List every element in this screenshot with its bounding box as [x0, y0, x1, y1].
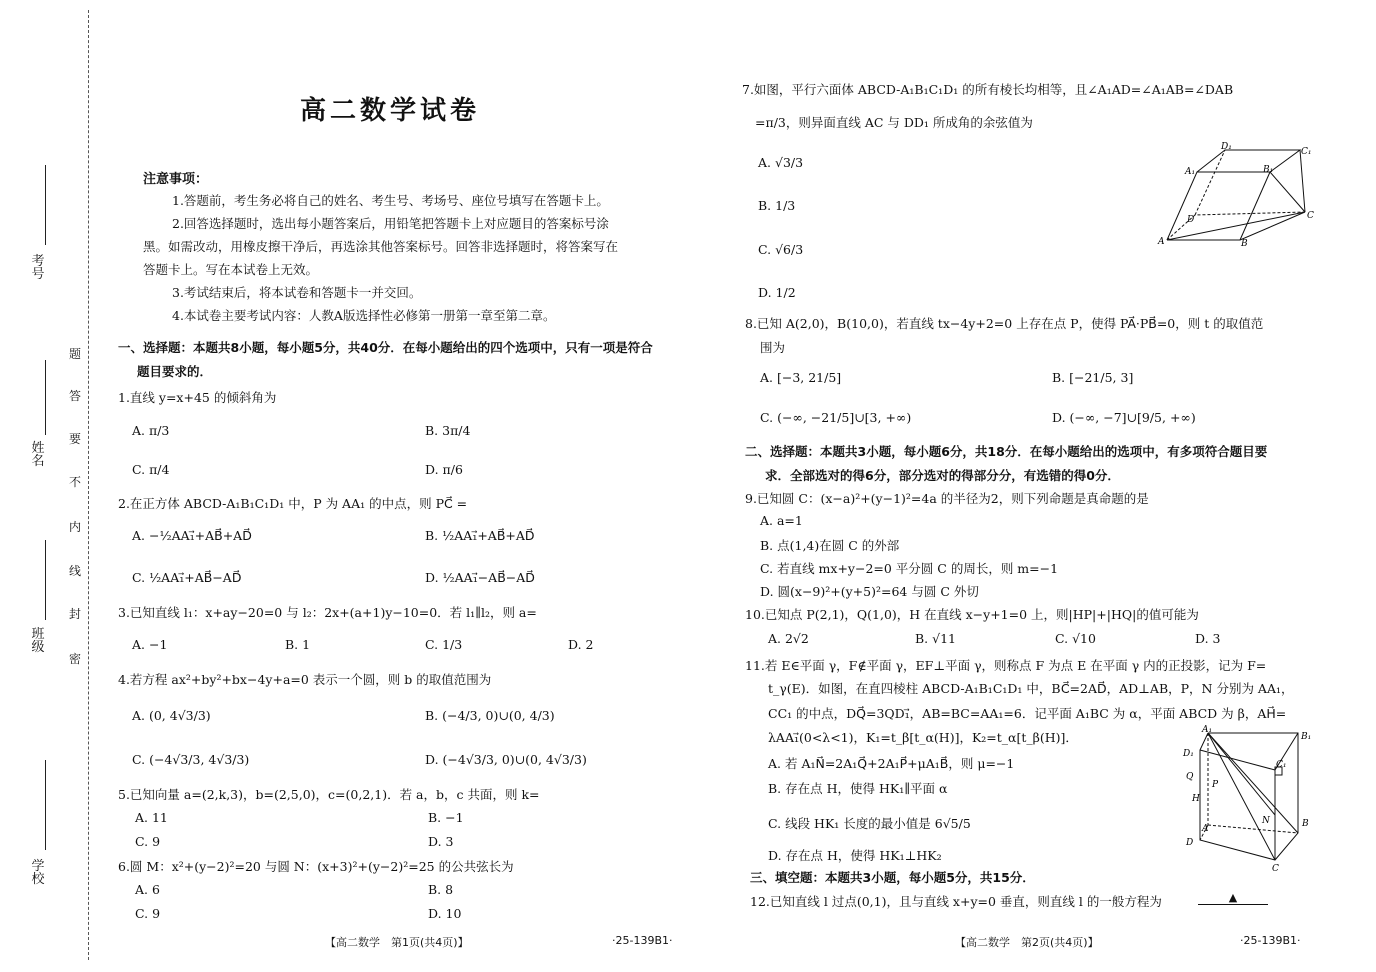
q3-option-b[interactable]: B. 1 — [285, 637, 311, 652]
q6-option-d[interactable]: D. 10 — [428, 906, 462, 921]
seal-char: 答 — [68, 389, 81, 403]
q6-option-c[interactable]: C. 9 — [135, 906, 161, 921]
q11-option-a[interactable]: A. 若 A₁N⃗=2A₁Q⃗+2A₁P⃗+μA₁B⃗，则 μ=−1 — [768, 756, 1015, 771]
notice-line: 4.本试卷主要考试内容：人教A版选择性必修第一册第一章至第二章。 — [172, 308, 556, 323]
q9-option-a[interactable]: A. a=1 — [760, 513, 803, 528]
q7-option-b[interactable]: B. 1/3 — [758, 198, 796, 213]
q3-option-c[interactable]: C. 1/3 — [425, 637, 463, 652]
q9-option-b[interactable]: B. 点(1,4)在圆 C 的外部 — [760, 538, 900, 553]
q10-stem: 10.已知点 P(2,1)，Q(1,0)，H 在直线 x−y+1=0 上，则|HP|+|HQ|的值可能为 — [745, 607, 1199, 622]
fig11-label: D₁ — [1183, 749, 1194, 759]
q10-option-c[interactable]: C. √10 — [1055, 631, 1096, 646]
seal-char: 封 — [68, 607, 81, 621]
q3-stem: 3.已知直线 l₁：x+ay−20=0 与 l₂：2x+(a+1)y−10=0．若 l₁∥l₂，则 a= — [118, 605, 537, 620]
q9-option-d[interactable]: D. 圆(x−9)²+(y+5)²=64 与圆 C 外切 — [760, 584, 979, 599]
q4-option-d[interactable]: D. (−4√3/3, 0)∪(0, 4√3/3) — [425, 752, 587, 767]
q3-option-d[interactable]: D. 2 — [568, 637, 594, 652]
q7-option-a[interactable]: A. √3/3 — [758, 155, 804, 170]
q12-stem: 12.已知直线 l 过点(0,1)，且与直线 x+y=0 垂直，则直线 l 的一般方程为 — [750, 894, 1162, 909]
exam-no-label: 考号 — [31, 254, 45, 282]
notice-line: 3.考试结束后，将本试卷和答题卡一并交回。 — [172, 285, 422, 300]
fig11-label: D — [1186, 838, 1194, 848]
q7-stem-cont: =π/3，则异面直线 AC 与 DD₁ 所成角的余弦值为 — [755, 115, 1033, 130]
binding-margin — [0, 0, 100, 972]
exam-no-field[interactable] — [45, 165, 46, 245]
page-title: 高二数学试卷 — [300, 96, 481, 126]
q1-option-d[interactable]: D. π/6 — [425, 462, 463, 477]
q1-option-c[interactable]: C. π/4 — [132, 462, 170, 477]
notice-line: 1.答题前，考生务必将自己的姓名、考生号、考场号、座位号填写在答题卡上。 — [172, 193, 609, 208]
q8-option-b[interactable]: B. [−21/5, 3] — [1052, 370, 1134, 385]
q2-option-b[interactable]: B. ½AA₁⃗+AB⃗+AD⃗ — [425, 528, 535, 543]
notice-line: 黑。如需改动，用橡皮擦干净后，再选涂其他答案标号。回答非选择题时，将答案写在 — [143, 239, 619, 254]
notice-heading: 注意事项： — [143, 172, 209, 187]
seal-char: 要 — [68, 432, 81, 446]
class-label: 班级 — [31, 627, 45, 655]
seal-char: 内 — [68, 520, 81, 534]
q11-stem-cont: λAA₁⃗(0<λ<1)，K₁=t_β[t_α(H)]，K₂=t_α[t_β(H)]． — [768, 730, 1078, 745]
q11-option-b[interactable]: B. 存在点 H，使得 HK₁∥平面 α — [768, 781, 948, 796]
fig7-label: C₁ — [1301, 147, 1312, 157]
school-label: 学校 — [31, 859, 45, 887]
q2-option-a[interactable]: A. −½AA₁⃗+AB⃗+AD⃗ — [132, 528, 252, 543]
q12-answer-blank[interactable]: ▲ — [1198, 891, 1268, 905]
footer-code-left: ·25-139B1· — [612, 934, 673, 947]
q11-option-d[interactable]: D. 存在点 H，使得 HK₁⊥HK₂ — [768, 848, 942, 863]
fig11-label: B — [1302, 819, 1309, 829]
q5-option-a[interactable]: A. 11 — [135, 810, 168, 825]
section2-heading: 二、选择题：本题共3小题，每小题6分，共18分．在每小题给出的选项中，有多项符合题目要 — [745, 444, 1268, 459]
fig11-label: P — [1212, 780, 1219, 790]
q11-option-c[interactable]: C. 线段 HK₁ 长度的最小值是 6√5/5 — [768, 816, 971, 831]
q4-option-c[interactable]: C. (−4√3/3, 4√3/3) — [132, 752, 250, 767]
q5-option-d[interactable]: D. 3 — [428, 834, 454, 849]
fig7-label: B₁ — [1263, 165, 1274, 175]
fig7-label: A — [1158, 237, 1165, 247]
q2-option-c[interactable]: C. ½AA₁⃗+AB⃗−AD⃗ — [132, 570, 242, 585]
q7-parallelepiped-figure — [1155, 140, 1315, 250]
q11-stem: 11.若 E∈平面 γ，F∉平面 γ，EF⊥平面 γ，则称点 F 为点 E 在平面 γ 内的正投影，记为 F= — [745, 658, 1267, 673]
q2-stem: 2.在正方体 ABCD-A₁B₁C₁D₁ 中，P 为 AA₁ 的中点，则 PC⃗ = — [118, 496, 468, 511]
school-field[interactable] — [45, 760, 46, 850]
q5-option-c[interactable]: C. 9 — [135, 834, 161, 849]
seal-line — [88, 10, 89, 960]
seal-char: 题 — [68, 347, 81, 361]
q8-stem: 8.已知 A(2,0)，B(10,0)，若直线 tx−4y+2=0 上存在点 P，使得 PA⃗·PB⃗=0，则 t 的取值范 — [745, 316, 1264, 331]
q7-option-d[interactable]: D. 1/2 — [758, 285, 796, 300]
q5-stem: 5.已知向量 a=(2,k,3)，b=(2,5,0)，c=(0,2,1)．若 a，b，c 共面，则 k= — [118, 787, 540, 802]
q6-stem: 6.圆 M：x²+(y−2)²=20 与圆 N：(x+3)²+(y−2)²=25 的公共弦长为 — [118, 859, 514, 874]
fig11-label: N — [1262, 816, 1270, 826]
q1-stem: 1.直线 y=x+45 的倾斜角为 — [118, 390, 277, 405]
class-field[interactable] — [45, 540, 46, 620]
fig11-label: A₁ — [1202, 725, 1213, 735]
fig7-label: C — [1307, 211, 1314, 221]
seal-char: 不 — [68, 475, 81, 489]
q8-option-c[interactable]: C. (−∞, −21/5]∪[3, +∞) — [760, 410, 912, 425]
notice-line: 2.回答选择题时，选出每小题答案后，用铅笔把答题卡上对应题目的答案标号涂 — [172, 216, 609, 231]
name-field[interactable] — [45, 360, 46, 435]
section1-heading-cont: 题目要求的． — [137, 364, 213, 379]
q10-option-d[interactable]: D. 3 — [1195, 631, 1221, 646]
fig11-label: B₁ — [1301, 732, 1312, 742]
section2-heading-cont: 求．全部选对的得6分，部分选对的得部分分，有选错的得0分． — [765, 468, 1120, 483]
fig11-label: C₁ — [1276, 760, 1287, 770]
seal-char: 线 — [68, 564, 81, 578]
q11-stem-cont: t_γ(E)．如图，在直四棱柱 ABCD-A₁B₁C₁D₁ 中，BC⃗=2AD⃗，AD⊥AB，P，N 分别为 AA₁， — [768, 681, 1294, 696]
q7-stem: 7.如图，平行六面体 ABCD-A₁B₁C₁D₁ 的所有棱长均相等，且∠A₁AD=∠A₁AB=∠DAB — [742, 82, 1234, 97]
q11-prism-figure — [1180, 725, 1320, 875]
q10-option-b[interactable]: B. √11 — [915, 631, 957, 646]
footer-code-right: ·25-139B1· — [1240, 934, 1301, 947]
q1-option-a[interactable]: A. π/3 — [132, 423, 170, 438]
fig11-label: H — [1192, 794, 1200, 804]
q11-stem-cont: CC₁ 的中点，DQ⃗=3QD₁⃗，AB=BC=AA₁=6．记平面 A₁BC 为 α，平面 ABCD 为 β，AH⃗= — [768, 706, 1287, 721]
q10-option-a[interactable]: A. 2√2 — [768, 631, 809, 646]
section3-heading: 三、填空题：本题共3小题，每小题5分，共15分． — [750, 870, 1035, 885]
q8-option-a[interactable]: A. [−3, 21/5] — [760, 370, 842, 385]
q3-option-a[interactable]: A. −1 — [132, 637, 168, 652]
q4-stem: 4.若方程 ax²+by²+bx−4y+a=0 表示一个圆，则 b 的取值范围为 — [118, 672, 492, 687]
fig7-label: D — [1187, 215, 1195, 225]
name-label: 姓名 — [31, 441, 45, 469]
q4-option-b[interactable]: B. (−4/3, 0)∪(0, 4/3) — [425, 708, 555, 723]
fig11-label: A — [1202, 824, 1209, 834]
fig7-label: A₁ — [1185, 167, 1196, 177]
q1-option-b[interactable]: B. 3π/4 — [425, 423, 471, 438]
q4-option-a[interactable]: A. (0, 4√3/3) — [132, 708, 211, 723]
q5-option-b[interactable]: B. −1 — [428, 810, 464, 825]
q6-option-a[interactable]: A. 6 — [135, 882, 160, 897]
q7-option-c[interactable]: C. √6/3 — [758, 242, 804, 257]
q6-option-b[interactable]: B. 8 — [428, 882, 454, 897]
q8-stem-cont: 围为 — [760, 340, 786, 355]
footer-right: 【高二数学 第2页(共4页)】 — [955, 936, 1099, 949]
fig7-label: D₁ — [1221, 142, 1232, 152]
fig11-label: Q — [1186, 772, 1194, 782]
notice-line: 答题卡上。写在本试卷上无效。 — [143, 262, 319, 277]
q8-option-d[interactable]: D. (−∞, −7]∪[9/5, +∞) — [1052, 410, 1196, 425]
seal-char: 密 — [68, 652, 81, 666]
section1-heading: 一、选择题：本题共8小题，每小题5分，共40分．在每小题给出的四个选项中，只有一项是符合 — [118, 340, 653, 355]
footer-left: 【高二数学 第1页(共4页)】 — [325, 936, 469, 949]
q9-stem: 9.已知圆 C：(x−a)²+(y−1)²=4a 的半径为2，则下列命题是真命题的是 — [745, 491, 1149, 506]
fig7-label: B — [1241, 239, 1248, 249]
q2-option-d[interactable]: D. ½AA₁⃗−AB⃗−AD⃗ — [425, 570, 535, 585]
q9-option-c[interactable]: C. 若直线 mx+y−2=0 平分圆 C 的周长，则 m=−1 — [760, 561, 1059, 576]
fig11-label: C — [1272, 864, 1279, 874]
